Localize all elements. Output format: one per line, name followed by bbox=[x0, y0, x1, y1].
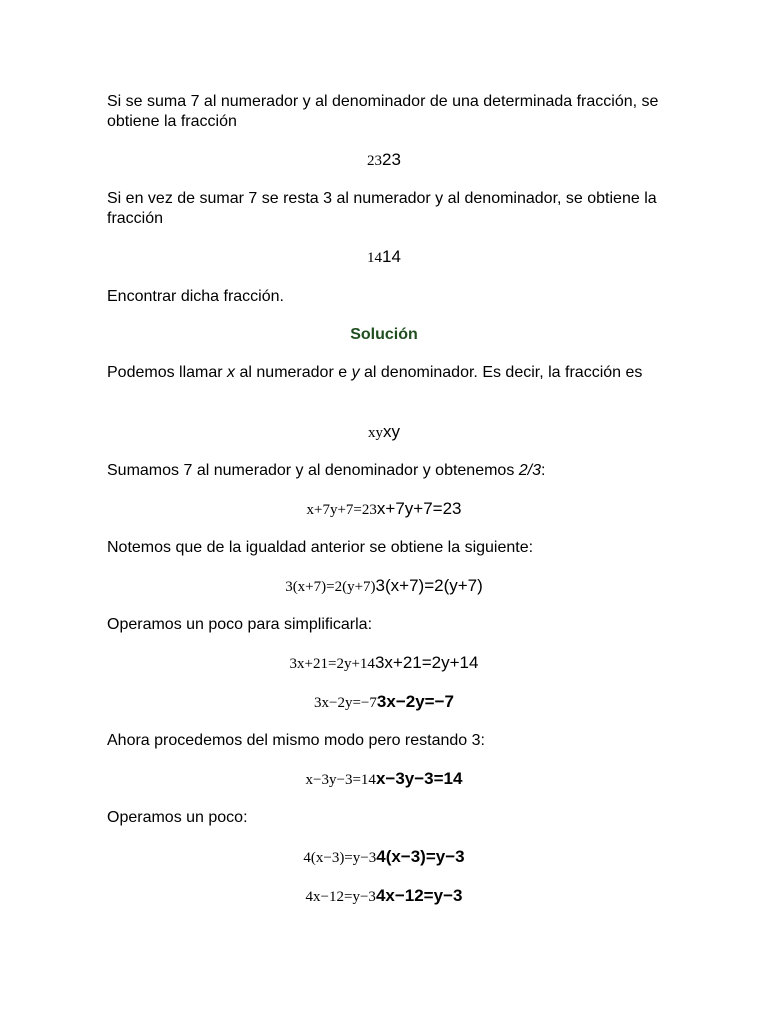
equation-fraction-1-4 bbox=[0, 245, 768, 269]
problem-paragraph-1: Si se suma 7 al numerador y al denominador de una determinada fracción, se obtiene la fracción bbox=[107, 93, 659, 130]
equation-second-result-source: 4x−12=y−3 bbox=[305, 889, 376, 905]
equation-xy bbox=[0, 420, 768, 444]
equation-cross-multiply-render: 3(x+7)=2(y+7) bbox=[375, 576, 483, 595]
problem-paragraph-3: Encontrar dicha fracción. bbox=[107, 288, 284, 305]
equation-cross-multiply-2-render: 4(x−3)=y−3 bbox=[376, 847, 465, 866]
equation-second-result bbox=[0, 884, 768, 908]
equation-second-result-render: 4x−12=y−3 bbox=[375, 886, 463, 905]
solution-paragraph-notice: Notemos que de la igualdad anterior se obtiene la siguiente: bbox=[107, 539, 534, 556]
equation-first-result bbox=[0, 690, 768, 714]
equation-cross-multiply bbox=[0, 574, 768, 598]
equation-expanded-source: 3x+21=2y+14 bbox=[289, 656, 375, 672]
equation-cross-multiply-2-source: 4(x−3)=y−3 bbox=[303, 850, 377, 866]
equation-fraction-2-3-source: 23 bbox=[367, 153, 383, 169]
equation-cross-multiply-source: 3(x+7)=2(y+7) bbox=[285, 579, 376, 595]
text-segment: : bbox=[541, 462, 546, 479]
equation-xy-render: xy bbox=[383, 422, 400, 441]
equation-subtract-render: x−3y−3=14 bbox=[375, 769, 463, 788]
equation-subtract bbox=[0, 767, 768, 791]
equation-first-result-render: 3x−2y=−7 bbox=[376, 692, 454, 711]
equation-subtract-source: x−3y−3=14 bbox=[305, 772, 376, 788]
text-segment: al denominador. Es decir, la fracción es bbox=[359, 364, 643, 381]
problem-paragraph-2: Si en vez de sumar 7 se resta 3 al numerador y al denominador, se obtiene la fracción bbox=[107, 190, 657, 227]
text-segment: Podemos llamar bbox=[107, 364, 228, 381]
text-segment: Sumamos 7 al numerador y al denominador y obtenemos bbox=[107, 462, 519, 479]
solution-heading: Solución bbox=[350, 326, 418, 343]
solution-paragraph-sum bbox=[107, 461, 661, 481]
equation-expanded-render: 3x+21=2y+14 bbox=[374, 653, 479, 672]
equation-fraction-2-3-render: 23 bbox=[382, 150, 401, 169]
equation-sum-source: x+7y+7=23 bbox=[306, 502, 377, 518]
solution-paragraph-subtract: Ahora procedemos del mismo modo pero restando 3: bbox=[107, 732, 485, 749]
solution-paragraph-operate: Operamos un poco: bbox=[107, 809, 248, 826]
solution-paragraph-variables bbox=[107, 363, 661, 383]
equation-sum bbox=[0, 497, 768, 521]
equation-xy-source: xy bbox=[368, 425, 383, 441]
variable-y: y bbox=[351, 364, 360, 381]
equation-sum-render: x+7y+7=23 bbox=[376, 499, 462, 518]
equation-fraction-1-4-render: 14 bbox=[382, 247, 401, 266]
fraction-2-3-inline: 2/3 bbox=[518, 462, 542, 479]
equation-cross-multiply-2 bbox=[0, 845, 768, 869]
equation-fraction-2-3 bbox=[0, 148, 768, 172]
variable-x: x bbox=[227, 364, 236, 381]
equation-first-result-source: 3x−2y=−7 bbox=[314, 695, 377, 711]
text-segment: al numerador e bbox=[235, 364, 352, 381]
solution-paragraph-simplify: Operamos un poco para simplificarla: bbox=[107, 616, 373, 633]
equation-expanded bbox=[0, 651, 768, 675]
equation-fraction-1-4-source: 14 bbox=[367, 250, 383, 266]
